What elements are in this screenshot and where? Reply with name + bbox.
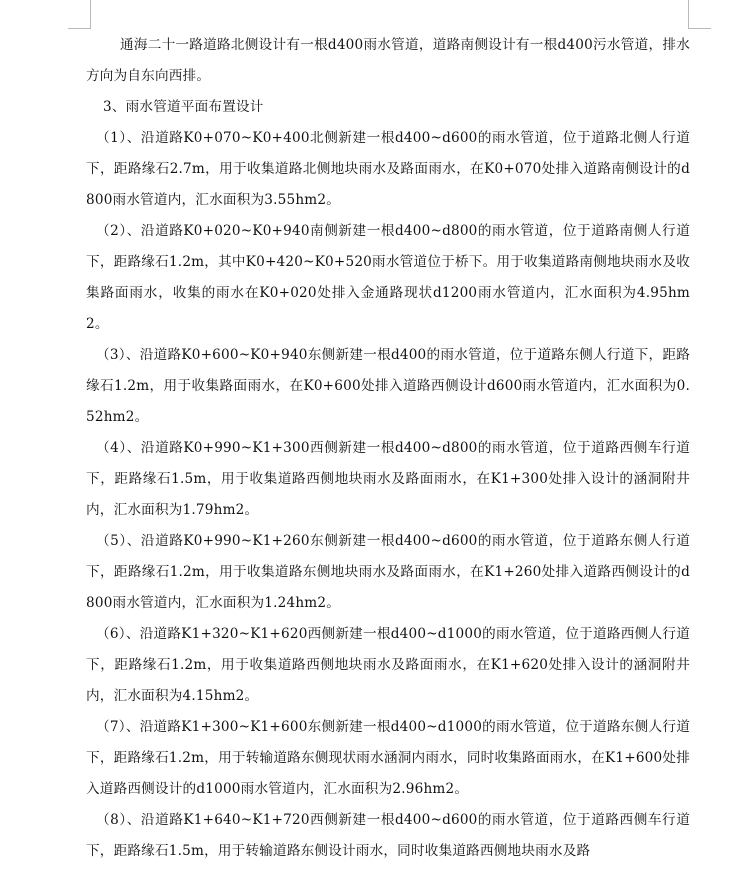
list-item: （8）、沿道路K1+640~K1+720西侧新建一根d400~d600的雨水管道，位于道路西侧车行道下，距路缘石1.5m，用于转输道路东侧设计雨水，同时收集道路西侧地块雨水及路 <box>86 812 690 859</box>
page-corner-mark-left <box>68 0 91 29</box>
document-body[interactable] <box>86 30 690 867</box>
list-item: （6）、沿道路K1+320~K1+620西侧新建一根d400~d1000的雨水管道，位于道路西侧人行道下，距路缘石1.2m，用于收集道路西侧地块雨水及路面雨水，在K1+620处排入设计的涵洞附井内，汇水面积为4.15hm2。 <box>86 626 690 704</box>
list-item: （4）、沿道路K0+990~K1+300西侧新建一根d400~d800的雨水管道，位于道路西侧车行道下，距路缘石1.5m，用于收集道路西侧地块雨水及路面雨水，在K1+300处排入设计的涵洞附井内，汇水面积为1.79hm2。 <box>86 440 690 518</box>
page-corner-mark-right <box>688 0 711 29</box>
list-item: （3）、沿道路K0+600~K0+940东侧新建一根d400的雨水管道，位于道路东侧人行道下，距路缘石1.2m，用于收集路面雨水，在K0+600处排入道路西侧设计d600雨水管道内，汇水面积为0.52hm2。 <box>86 347 690 425</box>
list-item: （1）、沿道路K0+070~K0+400北侧新建一根d400~d600的雨水管道，位于道路北侧人行道下，距路缘石2.7m，用于收集道路北侧地块雨水及路面雨水，在K0+070处排入道路南侧设计的d800雨水管道内，汇水面积为3.55hm2。 <box>86 130 690 208</box>
intro-paragraph: 通海二十一路道路北侧设计有一根d400雨水管道，道路南侧设计有一根d400污水管道，排水方向为自东向西排。 <box>86 37 690 84</box>
section-heading: 3、雨水管道平面布置设计 <box>103 99 264 115</box>
list-item: （2）、沿道路K0+020~K0+940南侧新建一根d400~d800的雨水管道，位于道路南侧人行道下，距路缘石1.2m，其中K0+420~K0+520雨水管道位于桥下。用于收集道路南侧地块雨水及收集路面雨水，收集的雨水在K0+020处排入金通路现状d1200雨水管道内，汇水面积为4.95hm2。 <box>86 223 690 332</box>
list-item: （5）、沿道路K0+990~K1+260东侧新建一根d400~d600的雨水管道，位于道路东侧人行道下，距路缘石1.2m，用于收集道路东侧地块雨水及路面雨水，在K1+260处排入道路西侧设计的d800雨水管道内，汇水面积为1.24hm2。 <box>86 533 690 611</box>
list-item: （7）、沿道路K1+300~K1+600东侧新建一根d400~d1000的雨水管道，位于道路东侧人行道下，距路缘石1.2m，用于转输道路东侧现状雨水涵洞内雨水，同时收集路面雨水，在K1+600处排入道路西侧设计的d1000雨水管道内，汇水面积为2.96hm2。 <box>86 719 690 797</box>
